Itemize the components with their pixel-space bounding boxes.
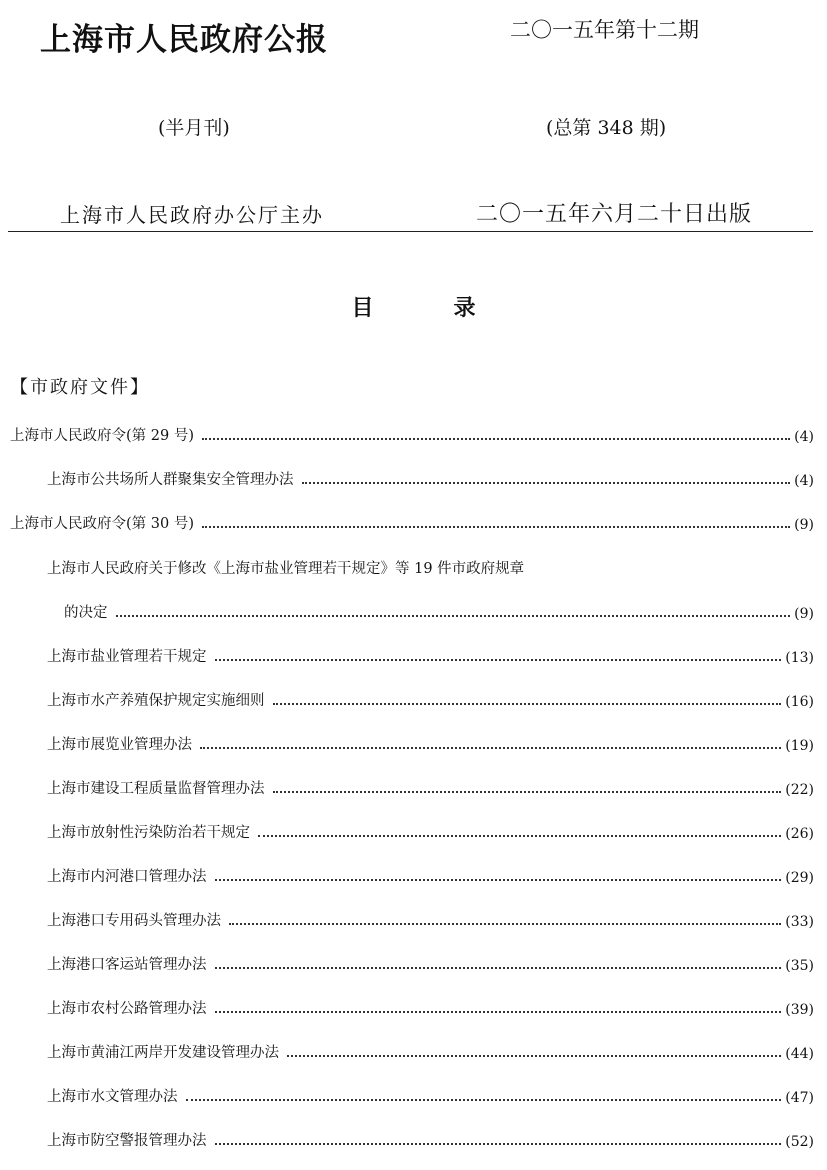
toc-entry-page: (47)	[785, 1090, 814, 1106]
dot-leader	[215, 659, 782, 661]
toc-entry[interactable]	[47, 908, 814, 930]
dot-leader	[215, 1143, 782, 1145]
toc-entry-title: 上海市水文管理办法	[47, 1089, 178, 1105]
dot-leader	[215, 1011, 782, 1013]
dot-leader	[202, 438, 790, 440]
dot-leader	[229, 923, 781, 925]
toc-entry-page: (52)	[785, 1134, 814, 1150]
toc-entry-page: (39)	[785, 1002, 814, 1018]
dot-leader	[258, 835, 781, 837]
issue-number: 二〇一五年第十二期	[510, 18, 699, 42]
toc-entry-title: 的决定	[64, 605, 108, 621]
toc-entry-page: (16)	[785, 694, 814, 710]
toc-entry[interactable]	[64, 600, 814, 622]
total-issue-number: (总第 348 期)	[546, 117, 667, 139]
toc-entry[interactable]	[47, 1128, 814, 1150]
dot-leader	[116, 615, 791, 617]
gazette-title: 上海市人民政府公报	[40, 22, 328, 58]
toc-entry-title: 上海市盐业管理若干规定	[47, 649, 207, 665]
toc-entry[interactable]	[47, 820, 814, 842]
toc-entry-page: (22)	[785, 782, 814, 798]
toc-entry-page: (13)	[785, 650, 814, 666]
dot-leader	[215, 967, 782, 969]
toc-entry-page: (9)	[794, 606, 814, 622]
dot-leader	[200, 747, 781, 749]
toc-entry-title: 上海市展览业管理办法	[47, 737, 192, 753]
toc-entry[interactable]	[47, 1040, 814, 1062]
toc-heading-right: 录	[453, 296, 476, 321]
toc-entry[interactable]	[47, 996, 814, 1018]
publish-date: 二〇一五年六月二十日出版	[476, 202, 753, 227]
toc-heading	[0, 291, 827, 322]
toc-entry-page: (4)	[794, 429, 814, 445]
dot-leader	[273, 703, 782, 705]
toc-entry-title: 上海市建设工程质量监督管理办法	[47, 781, 265, 797]
dot-leader	[287, 1055, 781, 1057]
toc-section-header: 【市政府文件】	[10, 377, 150, 398]
toc-entry[interactable]	[47, 644, 814, 666]
dot-leader	[302, 482, 791, 484]
toc-entry[interactable]	[10, 511, 814, 533]
toc-entry-title: 上海市人民政府令(第 30 号)	[10, 516, 194, 532]
dot-leader	[273, 791, 782, 793]
dot-leader	[186, 1099, 782, 1101]
toc-heading-left: 目	[351, 296, 374, 321]
toc-entry-title[interactable]: 上海市人民政府关于修改《上海市盐业管理若干规定》等 19 件市政府规章	[47, 561, 525, 577]
toc-entry-page: (35)	[785, 958, 814, 974]
toc-entry[interactable]	[10, 423, 814, 445]
toc-entry-title: 上海港口客运站管理办法	[47, 957, 207, 973]
toc-entry-title: 上海市人民政府令(第 29 号)	[10, 428, 194, 444]
toc-entry[interactable]	[47, 1084, 814, 1106]
toc-entry-page: (4)	[794, 473, 814, 489]
toc-entry-title: 上海市防空警报管理办法	[47, 1133, 207, 1149]
toc-entry-page: (44)	[785, 1046, 814, 1062]
toc-entry[interactable]	[47, 776, 814, 798]
dot-leader	[215, 879, 782, 881]
toc-entry-title: 上海市公共场所人群聚集安全管理办法	[47, 472, 294, 488]
organizer: 上海市人民政府办公厅主办	[60, 203, 324, 227]
publication-frequency: (半月刊)	[158, 117, 230, 139]
toc-entry-title: 上海市黄浦江两岸开发建设管理办法	[47, 1045, 279, 1061]
toc-entry[interactable]	[47, 952, 814, 974]
toc-entry-title: 上海市内河港口管理办法	[47, 869, 207, 885]
toc-entry-page: (9)	[794, 517, 814, 533]
toc-entry-title: 上海市放射性污染防治若干规定	[47, 825, 250, 841]
toc-entry-title: 上海市农村公路管理办法	[47, 1001, 207, 1017]
toc-entry[interactable]	[47, 864, 814, 886]
toc-entry-page: (33)	[785, 914, 814, 930]
toc-entry[interactable]	[47, 467, 814, 489]
toc-entry-page: (26)	[785, 826, 814, 842]
toc-entry-title: 上海市水产养殖保护规定实施细则	[47, 693, 265, 709]
toc-entry-title: 上海港口专用码头管理办法	[47, 913, 221, 929]
dot-leader	[202, 526, 790, 528]
toc-entry-page: (29)	[785, 870, 814, 886]
toc-entry[interactable]	[47, 732, 814, 754]
header-divider	[8, 231, 813, 232]
toc-entry-page: (19)	[785, 738, 814, 754]
toc-entry[interactable]	[47, 688, 814, 710]
